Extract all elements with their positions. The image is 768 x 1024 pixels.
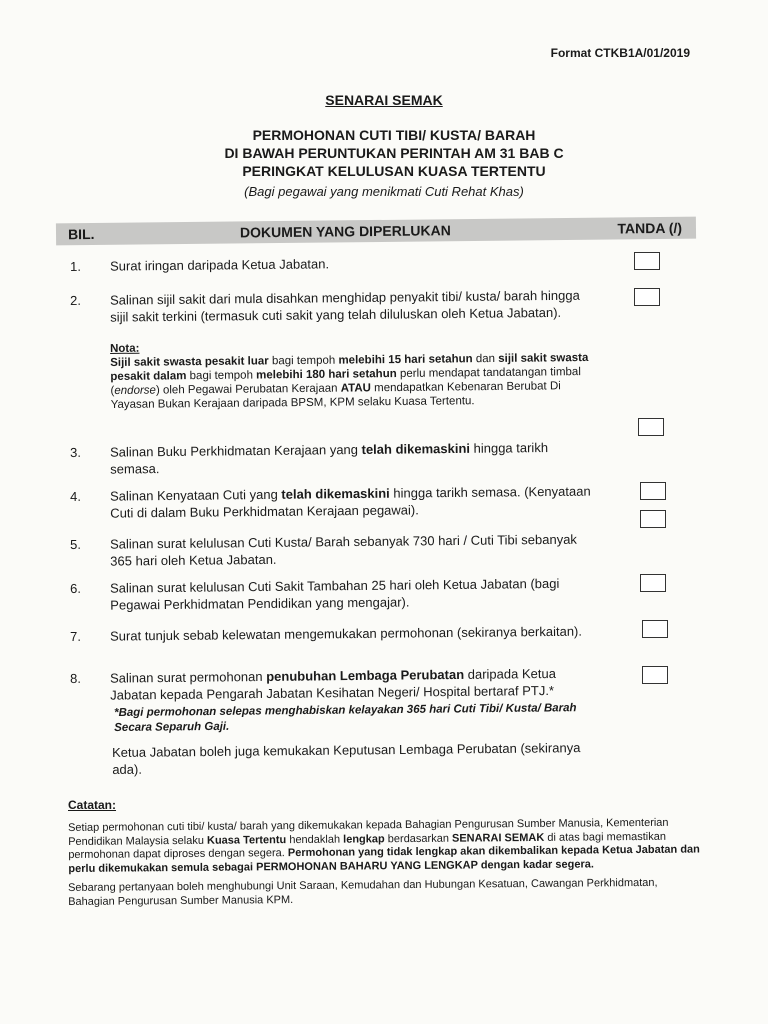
subtitle-line-3: PERINGKAT KELULUSAN KUASA TERTENTU — [242, 163, 546, 179]
header-dokumen: DOKUMEN YANG DIPERLUKAN — [239, 222, 451, 241]
list-item — [70, 438, 630, 477]
extra-note: Ketua Jabatan boleh juga kemukakan Keputusan Lembaga Perubatan (sekiranya ada). — [112, 740, 581, 777]
list-item — [70, 622, 630, 644]
item-number: 8. — [70, 670, 82, 686]
checkbox-item-4[interactable] — [640, 482, 666, 500]
item-number: 2. — [70, 292, 82, 308]
list-item — [70, 286, 630, 325]
list-item — [70, 664, 630, 703]
checkbox-item-1[interactable] — [634, 252, 660, 270]
nota-heading: Nota: — [110, 342, 140, 355]
item-text: Salinan surat kelulusan Cuti Kusta/ Barah sebanyak 730 hari / Cuti Tibi sebanyak 365 hari oleh Ketua Jabatan. — [110, 531, 577, 569]
catatan-heading: Catatan: — [68, 798, 117, 812]
catatan-paragraph-1: Setiap permohonan cuti tibi/ kusta/ barah yang dikemukakan kepada Bahagian Pengurusan Sumber Manusia, Kementerian Pendidikan Malaysia selaku Kuasa Tertentu hendaklah lengkap berdasarkan SENARAI SEMAK di atas bagi memastikan permohonan dapat diproses dengan segera. Permohonan yang tidak lengkap akan dikembalikan kepada Ketua Jabatan dan perlu dikemukakan semula sebagai PERMOHONAN BAHARU YANG LENGKAP dengan kadar segera. — [68, 816, 700, 875]
list-item — [70, 574, 630, 613]
item-number: 4. — [70, 488, 82, 504]
item-number: 1. — [70, 258, 82, 274]
item-text: Salinan Buku Perkhidmatan Kerajaan yang telah dikemaskini hingga tarikh semasa. — [110, 439, 549, 477]
format-code: Format CTKB1A/01/2019 — [550, 46, 690, 60]
subtitle-line-1: PERMOHONAN CUTI TIBI/ KUSTA/ BARAH — [252, 127, 536, 143]
item-number: 5. — [70, 536, 82, 552]
nota-block — [110, 337, 601, 412]
eligibility-note: (Bagi pegawai yang menikmati Cuti Rehat Khas) — [244, 184, 524, 199]
checkbox-item-8[interactable] — [642, 666, 668, 684]
checkbox-item-6[interactable] — [640, 574, 666, 592]
item-text: Salinan Kenyataan Cuti yang telah dikemaskini hingga tarikh semasa. (Kenyataan Cuti di dalam Buku Perkhidmatan Kerajaan pegawai). — [110, 483, 591, 521]
item-text: Salinan sijil sakit dari mula disahkan menghidap penyakit tibi/ kusta/ barah hingga sijil sakit terkini (termasuk cuti sakit yang telah diluluskan oleh Ketua Jabatan). — [110, 287, 580, 325]
checkbox-item-2[interactable] — [634, 288, 660, 306]
star-note: *Bagi permohonan selepas menghabiskan kelayakan 365 hari Cuti Tibi/ Kusta/ Barah Secara Separuh Gaji. — [114, 702, 577, 734]
catatan-paragraph-2: Sebarang pertanyaan boleh menghubungi Unit Saraan, Kemudahan dan Hubungan Kesatuan, Cawangan Perkhidmatan, Bahagian Pengurusan Sumber Manusia KPM. — [68, 876, 658, 908]
subtitle-line-2: DI BAWAH PERUNTUKAN PERINTAH AM 31 BAB C — [224, 145, 564, 161]
subtitle — [0, 126, 768, 180]
item-number: 6. — [70, 580, 82, 596]
checkbox-item-4b[interactable] — [640, 510, 666, 528]
checkbox-item-7[interactable] — [642, 620, 668, 638]
item-number: 3. — [70, 444, 82, 460]
item-text: Surat iringan daripada Ketua Jabatan. — [110, 256, 330, 274]
nota-text: Sijil sakit swasta pesakit luar bagi tempoh melebihi 15 hari setahun dan sijil sakit swasta pesakit dalam bagi tempoh melebihi 180 hari setahun perlu mendapat tandatangan timbal (endorse) oleh Pegawai Perubatan Kerajaan ATAU mendapatkan Kebenaran Berubat Di Yayasan Bukan Kerajaan daripada BPSM, KPM selaku Kuasa Tertentu. — [110, 351, 589, 411]
item-number: 7. — [70, 628, 82, 644]
item-text: Salinan surat permohonan penubuhan Lembaga Perubatan daripada Ketua Jabatan kepada Pengarah Jabatan Kesihatan Negeri/ Hospital bertaraf PTJ.* — [110, 665, 556, 703]
item-text: Salinan surat kelulusan Cuti Sakit Tambahan 25 hari oleh Ketua Jabatan (bagi Pegawai Perkhidmatan Pendidikan yang mengajar). — [110, 575, 560, 613]
table-header — [56, 217, 696, 246]
list-item — [70, 530, 630, 569]
item-text: Surat tunjuk sebab kelewatan mengemukakan permohonan (sekiranya berkaitan). — [110, 623, 583, 644]
checkbox-nota[interactable] — [638, 418, 664, 436]
page-title: SENARAI SEMAK — [325, 92, 443, 108]
list-item — [70, 482, 630, 521]
header-tanda: TANDA (/) — [617, 219, 683, 237]
list-item — [70, 252, 630, 274]
header-bil: BIL. — [67, 225, 95, 243]
